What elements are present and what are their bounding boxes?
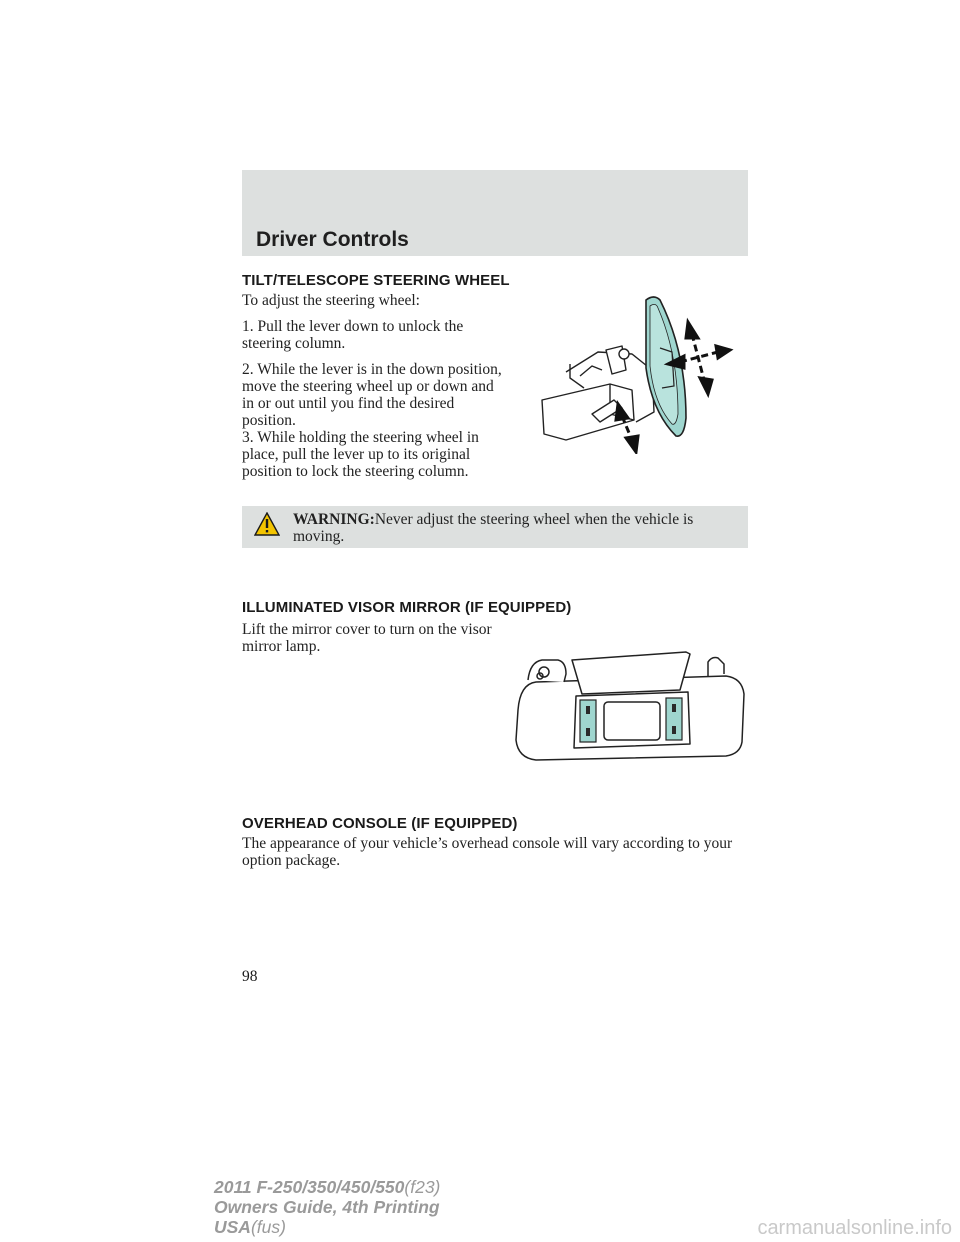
- steering-wheel-illustration: [536, 292, 736, 454]
- overhead-console-heading: OVERHEAD CONSOLE (IF EQUIPPED): [242, 815, 518, 832]
- tilt-step-2: 2. While the lever is in the down position, move the steering wheel up or down and in or out until you find the desired position.: [242, 361, 502, 429]
- footer-guide: Owners Guide, 4th Printing: [214, 1197, 440, 1217]
- visor-mirror-text: Lift the mirror cover to turn on the visor mirror lamp.: [242, 621, 492, 655]
- overhead-console-text: The appearance of your vehicle’s overhead console will vary according to your option package.: [242, 835, 733, 869]
- footer-market: USA: [214, 1217, 251, 1237]
- watermark: carmanualsonline.info: [757, 1217, 952, 1239]
- section-header-band: [242, 170, 748, 256]
- tilt-steering-heading: TILT/TELESCOPE STEERING WHEEL: [242, 272, 510, 289]
- warning-box: [242, 506, 748, 548]
- visor-mirror-illustration: [512, 650, 748, 762]
- tilt-step-1: 1. Pull the lever down to unlock the steering column.: [242, 318, 464, 352]
- visor-mirror-heading: ILLUMINATED VISOR MIRROR (IF EQUIPPED): [242, 599, 572, 616]
- footer-model: 2011 F-250/350/450/550: [214, 1177, 405, 1197]
- section-title: Driver Controls: [256, 228, 409, 251]
- tilt-step-3: 3. While holding the steering wheel in place, pull the lever up to its original position to lock the steering column.: [242, 429, 479, 480]
- footer-model-code: (f23): [404, 1177, 441, 1197]
- page-number: 98: [242, 968, 258, 985]
- tilt-intro-text: To adjust the steering wheel:: [242, 292, 420, 309]
- warning-triangle-icon: [254, 512, 280, 536]
- warning-message: [293, 511, 739, 545]
- document-footer: [214, 1177, 440, 1237]
- footer-market-code: (fus): [250, 1217, 286, 1237]
- warning-text: Never adjust the steering wheel when the vehicle is moving.: [293, 511, 694, 545]
- warning-label: WARNING:: [293, 511, 375, 528]
